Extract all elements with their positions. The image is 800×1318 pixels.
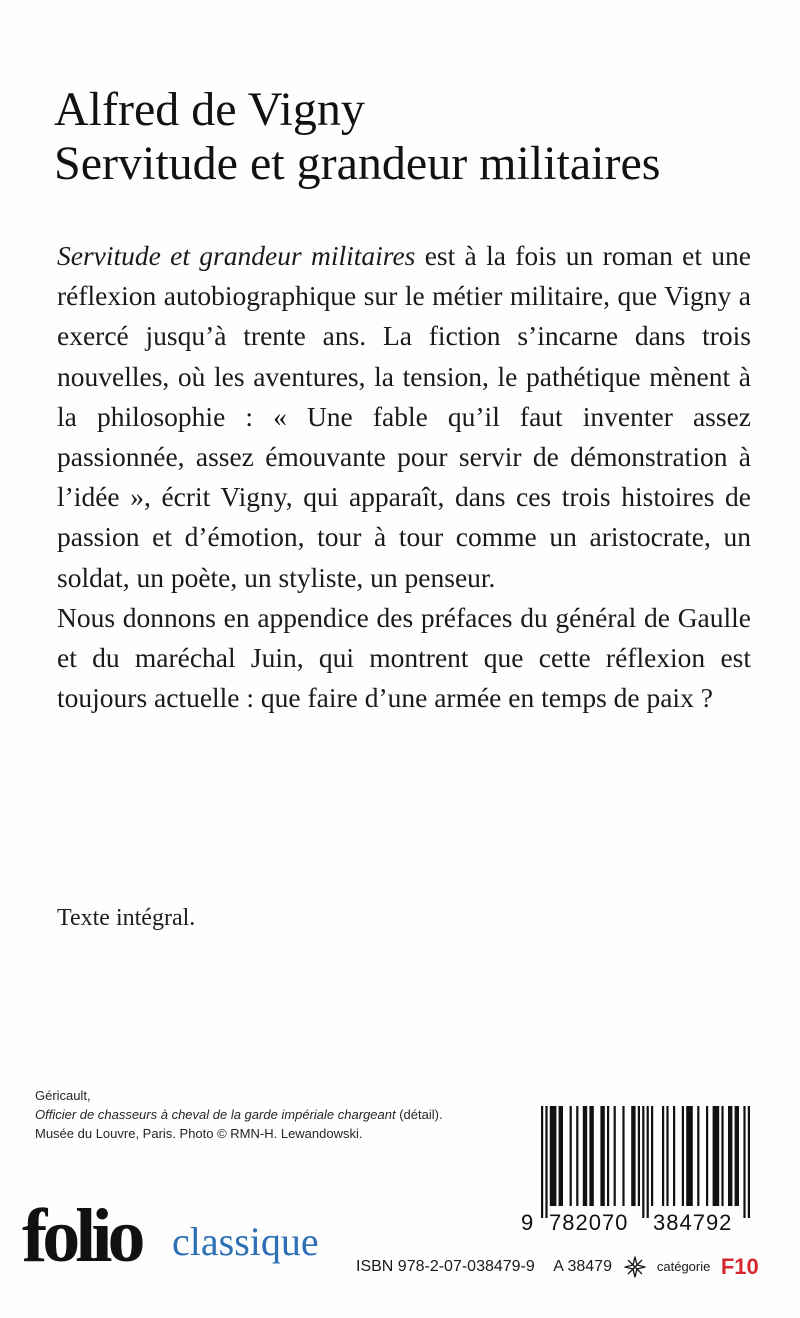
barcode-bar	[631, 1106, 635, 1206]
credit-artwork-title-2: à cheval de la garde impériale	[157, 1107, 338, 1122]
blurb-title-italic: Servitude et grandeur militaires	[57, 240, 416, 271]
author-name: Alfred de Vigny	[54, 83, 365, 136]
barcode-digits-right: 384792	[653, 1210, 733, 1235]
credit-artist: Géricault,	[35, 1088, 91, 1103]
barcode-bar	[638, 1106, 640, 1206]
logo-classique-wordmark: classique	[172, 1219, 319, 1264]
barcode-bar	[662, 1106, 664, 1206]
barcode-bar	[607, 1106, 609, 1206]
barcode-bar	[576, 1106, 578, 1206]
blurb-paragraph-2: Nous donnons en appendice des préfaces du général de Gaulle et du maréchal Juin, qui montrent que cette réflexion est toujours actuelle : que faire d’une armée en temps de paix ?	[57, 601, 751, 714]
blurb-text-1: est à la fois un roman et une réflexion autobiographique sur le métier militaire, que Vigny a exercé jusqu’à trente ans. La fiction s’incarne dans trois nouvelles, où les aventures, la tension, le pathétique mènent à la philosophie : « Une fable qu’il faut inventer assez passionnée, assez émouvante pour servir de démonstration à l’idée », écrit Vigny, qui apparaît, dans ces trois histoires de passion et d’émotion, tour à tour comme un aristocrate, un soldat, un poète, un styliste, un penseur.	[57, 240, 752, 593]
barcode-bar	[666, 1106, 668, 1206]
publication-info	[356, 1252, 776, 1282]
barcode-bar	[622, 1106, 624, 1206]
barcode-digits-left: 782070	[549, 1210, 629, 1235]
barcode-bar	[721, 1106, 723, 1206]
isbn-barcode	[521, 1106, 761, 1236]
blurb-paragraph-1	[57, 236, 751, 598]
barcode-bar	[550, 1106, 557, 1206]
barcode-guard-bar	[541, 1106, 543, 1218]
cover-art-credit	[35, 1086, 475, 1143]
barcode-bar	[570, 1106, 572, 1206]
barcode-bar	[697, 1106, 699, 1206]
barcode-digits	[521, 1210, 761, 1236]
book-title: Servitude et grandeur militaires	[54, 137, 661, 190]
edition-note: Texte intégral.	[57, 905, 196, 931]
barcode-bar	[559, 1106, 563, 1206]
credit-artwork-chasseurs: chasseurs	[97, 1107, 158, 1122]
barcode-bar	[735, 1106, 739, 1206]
folio-classique-logo	[22, 1196, 362, 1276]
barcode-guard-bar	[647, 1106, 649, 1218]
blurb	[57, 236, 751, 718]
credit-artwork-chargeant: chargeant	[337, 1107, 396, 1122]
barcode-bar	[583, 1106, 587, 1206]
credit-museum: Musée du Louvre, Paris. Photo © RMN-H. Lewandowski.	[35, 1126, 363, 1141]
barcode-bar	[706, 1106, 708, 1206]
barcode-bar	[686, 1106, 693, 1206]
barcode-digit-first: 9	[521, 1210, 534, 1235]
barcode-bar	[651, 1106, 653, 1206]
credit-artwork	[35, 1105, 475, 1124]
barcode-guard-bar	[642, 1106, 644, 1218]
barcode-bar	[614, 1106, 616, 1206]
category-label: catégorie	[656, 1259, 711, 1274]
barcode-bar	[673, 1106, 675, 1206]
barcode-guard-bar	[748, 1106, 750, 1218]
isbn-text: ISBN 978-2-07-038479-9	[356, 1258, 535, 1275]
product-code: A 38479	[553, 1258, 612, 1275]
barcode-bar	[600, 1106, 604, 1206]
barcode-bar	[682, 1106, 684, 1206]
barcode-guard-bar	[545, 1106, 547, 1218]
category-code: F10	[720, 1254, 759, 1279]
credit-artwork-suffix: (détail).	[395, 1107, 443, 1122]
barcode-bar	[589, 1106, 593, 1206]
barcode-bar	[713, 1106, 720, 1206]
barcode-guard-bar	[743, 1106, 745, 1218]
logo-folio-wordmark: folio	[22, 1194, 141, 1278]
credit-artwork-title-1: Officier de	[35, 1107, 98, 1122]
barcode-bars	[521, 1106, 761, 1218]
barcode-bar	[728, 1106, 732, 1206]
compass-star-icon	[624, 1256, 646, 1278]
